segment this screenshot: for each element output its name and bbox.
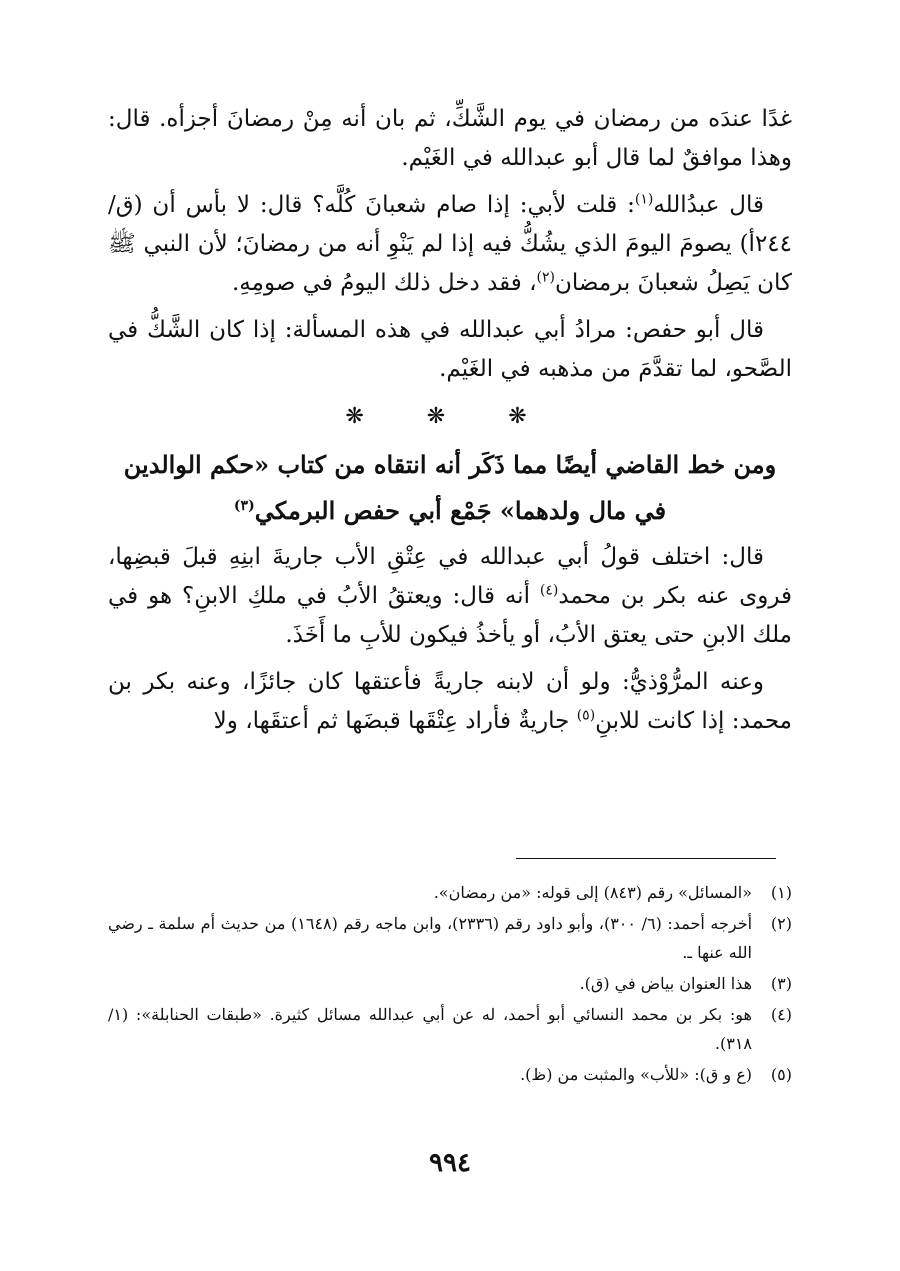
paragraph-2-part-a: قال عبدُالله — [653, 192, 764, 218]
footnote-text: هذا العنوان بياض في (ق). — [579, 974, 752, 993]
footnote-text: هو: بكر بن محمد النسائي أبو أحمد، له عن أبي عبدالله مسائل كثيرة. «طبقات الحنابلة»: (١/ ٣١٨). — [108, 1005, 752, 1053]
paragraph-5-part-b: جاريةٌ فأراد عِتْقَها قبضَها ثم أعتقَها، ولا — [213, 708, 577, 734]
footnote-5 — [108, 1060, 792, 1089]
footnote-text: أخرجه أحمد: (٦/ ٣٠٠)، وأبو داود رقم (٢٣٣٦)، وابن ماجه رقم (١٦٤٨) من حديث أم سلمة ـ رضي الله عنها ـ. — [108, 914, 753, 962]
paragraph-2-part-b: : قلت لأبي: إذا صام شعبانَ كُلَّه؟ قال: لا بأس أن (ق/ ٢٤٤أ) يصومَ اليومَ الذي يشُكُّ فيه إذا لم يَنْوِ أنه من رمضانَ؛ لأن النبي ﷺ كان يَصِلُ شعبانَ برمضان — [108, 192, 792, 296]
paragraph-5-part-a: وعنه المرُّوْذيُّ: ولو أن لابنه جاريةً فأعتقها كان جائزًا، وعنه بكر بن محمد: إذا كانت للابنِ — [108, 669, 792, 734]
footnote-text: «المسائل» رقم (٨٤٣) إلى قوله: «من رمضان». — [433, 883, 752, 902]
footnote-number: (٢) — [770, 914, 792, 933]
footnote-number: (٥) — [770, 1065, 792, 1084]
paragraph-5 — [108, 663, 792, 741]
section-heading-line-1: ومن خط القاضي أيضًا مما ذَكَر أنه انتقاه من كتاب «حكم الوالدين — [123, 450, 777, 479]
footnote-ref-2: (٢) — [536, 269, 555, 286]
footnote-ref-4: (٤) — [539, 582, 559, 599]
paragraph-3: قال أبو حفص: مرادُ أبي عبدالله في هذه المسألة: إذا كان الشَّكُّ في الصَّحو، لما تقدَّمَ من مذهبه في الغَيْم. — [108, 317, 792, 382]
footnote-number: (٣) — [770, 974, 792, 993]
paragraph-4-part-b: أنه قال: ويعتقُ الأبُ في ملكِ الابنِ؟ هو في ملك الابنِ حتى يعتق الأبُ، أو يأخذُ فيكون للأبِ ما أَخَذَ. — [108, 583, 792, 648]
section-heading-line-2-text: في مال ولدهما» جَمْع أبي حفص البرمكي — [254, 496, 667, 525]
paragraph-4 — [108, 538, 792, 655]
paragraph-2-part-c: ، فقد دخل ذلك اليومُ في صومِهِ. — [232, 270, 537, 296]
page-number: ٩٩٤ — [429, 1148, 471, 1178]
footnote-ref-1: (١) — [634, 191, 654, 208]
section-heading — [108, 442, 792, 534]
footnote-3 — [108, 969, 792, 998]
paragraph-4-part-a: قال: اختلف قولُ أبي عبدالله في عِتْقِ الأب جاريةَ ابنِهِ قبلَ قبضِها، فروى عنه بكر بن محمد — [108, 544, 792, 609]
footnote-ref-3: (٣) — [233, 498, 255, 514]
paragraph-2 — [108, 186, 792, 303]
footnote-2 — [108, 909, 792, 967]
footnote-ref-5: (٥) — [576, 707, 596, 724]
paragraph-1: غدًا عندَه من رمضان في يوم الشَّكِّ، ثم بان أنه مِنْ رمضانَ أجزأه. قال: وهذا موافقٌ لما قال أبو عبدالله في الغَيْم. — [108, 106, 792, 171]
section-separator: ❋ ❋ ❋ — [345, 404, 555, 429]
footnotes — [108, 878, 792, 1091]
footnote-1 — [108, 878, 792, 907]
footnote-text: (ع و ق): «للأب» والمثبت من (ظ). — [520, 1065, 752, 1084]
main-text — [108, 100, 792, 749]
section-heading-line-2 — [108, 488, 792, 534]
footnote-number: (١) — [770, 883, 792, 902]
footnote-number: (٤) — [770, 1005, 792, 1024]
footnote-4 — [108, 1000, 792, 1058]
footnote-divider — [516, 858, 776, 859]
